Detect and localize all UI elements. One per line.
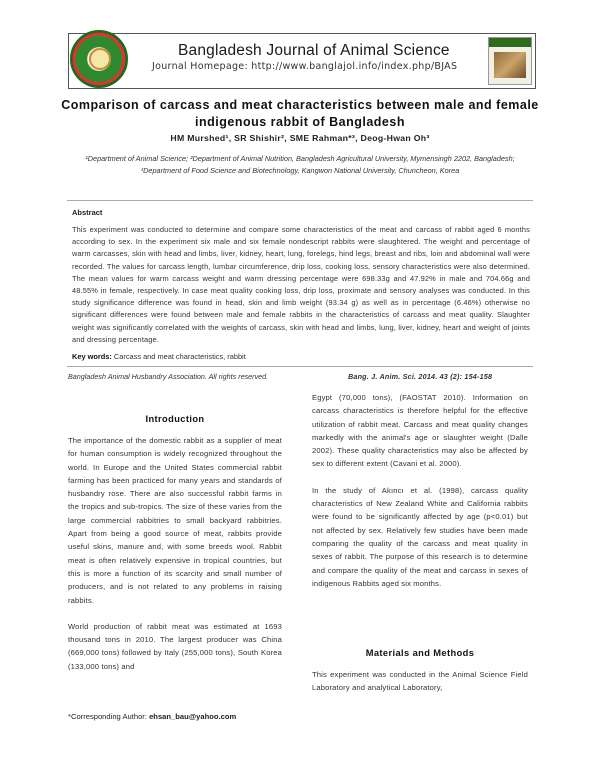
methods-paragraph: This experiment was conducted in the Animal Science Field Laboratory and analytical Laboratory,: [312, 670, 528, 693]
journal-cover-icon: [488, 37, 532, 85]
article-title: Comparison of carcass and meat characteristics between male and female indigenous rabbit of Bangladesh: [61, 98, 539, 129]
author-affiliations: ¹Department of Animal Science; ²Department of Animal Nutrition, Bangladesh Agricultural University, Mymensingh 2202, Bangladesh; ³Department of Food Science and Biotechnology, Kangwon National University, Chuncheon, Korea: [85, 154, 515, 175]
journal-name: Bangladesh Journal of Animal Science: [178, 42, 450, 59]
intro-paragraph: The importance of the domestic rabbit as a supplier of meat for human consumption is widely recognized throughout the world. In Europe and the United States commercial rabbit farming has been practiced for many years and standards of husbandry rose. There are also successful rabbit farms in the tropics and sub-tropics. The size of these varies from the large commercial rabbitries to small backyard rabbitries. Apart from being a good source of meat, rabbits provide useful skins, manure and, with some breeds wool. Rabbit meat is often relatively expensive in tropical countries, but this is more a function of its scarcity and small number of producers, and is not related to any problems in raising rabbits.: [68, 436, 282, 605]
right-column: [312, 391, 528, 603]
introduction-heading: Introduction: [145, 414, 205, 424]
keywords-label: Key words:: [72, 352, 112, 361]
intro-paragraph: Egypt (70,000 tons), (FAOSTAT 2010). Information on carcass characteristics is therefore helpful for the effective utilization of rabbit meat. Carcass and meat quality changes markedly with the animal's age or slaughter weight (Dalle 2002). These quality characteristics may also be affected by sex to different extent (Cavani et al. 2000).: [312, 393, 528, 469]
left-column: [68, 434, 282, 686]
corresponding-author: [68, 712, 236, 721]
methods-heading: Materials and Methods: [365, 648, 475, 658]
intro-paragraph: World production of rabbit meat was estimated at 1693 thousand tons in 2010. The largest producer was China (669,000 tons) followed by Italy (255,000 tons), South Korea (133,000 tons) and: [68, 621, 282, 671]
publisher-rights: Bangladesh Animal Husbandry Association. All rights reserved.: [68, 372, 269, 381]
article-authors: HM Murshed¹, SR Shishir², SME Rahman*³, Deog-Hwan Oh³: [170, 133, 430, 143]
author-email[interactable]: ehsan_bau@yahoo.com: [149, 712, 237, 721]
journal-homepage[interactable]: Journal Homepage: http://www.banglajol.info/index.php/BJAS: [152, 61, 458, 72]
keywords-value: Carcass and meat characteristics, rabbit: [113, 352, 246, 361]
abstract-text: This experiment was conducted to determine and compare some characteristics of the meat and carcass of rabbit aged 6 months according to sex. In the experiment six male and six female nondescript rabbits were slaughtered. The weight and percentage of warm carcasses, skin with head and limbs, liver, kidney, heart, lung, forelegs, hind legs, breast and ribs, loin and abdominal wall were recorded. The values for carcass length, lumbar circumference, drip loss, cooking loss, sensory characteristics were also determined. The mean values for warm carcass weight and warm dressing percentage were 698.33g and 47.92% in male and 704.66g and 48.55% in female, respectively. In case meat quality cooking loss, drip loss, proximate and sensory analyses was conducted. In this study significance difference was found in head, skin and limb weight (93.34 g) as well as in percentage (6.46%) otherwise no significant differences were found between male and female rabbits in the characteristics of carcass and meat quality. Slaughter weight was significantly correlated with the weights of carcass, skin with head and limbs, lung, liver, kidney, heart and weight of joints and dressing percentage.: [72, 225, 530, 344]
keywords: [72, 352, 246, 361]
footnote-label: *Corresponding Author:: [68, 712, 147, 721]
abstract-label: Abstract: [72, 208, 103, 217]
intro-paragraph: In the study of Akıncı et al. (1998), carcass quality characteristics of New Zealand White and California rabbits were found to be significantly affected by age (p<0.01) but not affected by sex. Relatively few studies have been made comparing the quality of the carcass and meat quality in sexes of rabbit. The purpose of this research is to determine and compare the quality of the meat and carcass in sexes of indigenous Rabbits aged six months.: [312, 485, 528, 588]
citation-reference: Bang. J. Anim. Sci. 2014. 43 (2): 154-158: [348, 372, 493, 381]
journal-logo-icon: [70, 30, 128, 88]
